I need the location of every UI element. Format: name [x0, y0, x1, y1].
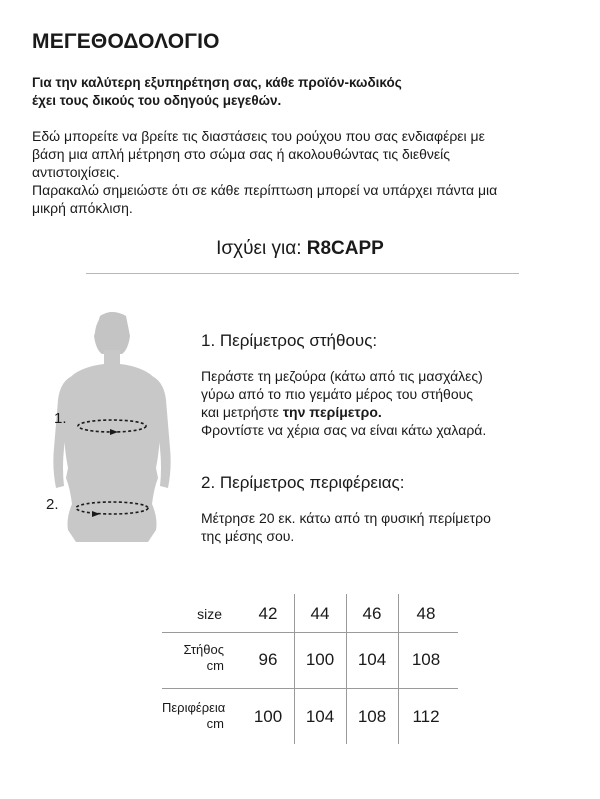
size-table [162, 594, 458, 744]
intro-line-5: μικρή απόκλιση. [32, 200, 133, 216]
size-header-label: size [197, 606, 222, 622]
table-cell: 96 [258, 650, 278, 669]
chest-line-3 [201, 403, 581, 421]
intro-line-4: Παρακαλώ σημειώστε ότι σε κάθε περίπτωση μπορεί να υπάρχει πάντα μια [32, 182, 498, 198]
page-title: ΜΕΓΕΘΟΔΟΛΟΓΙΟ [32, 30, 220, 53]
table-row-label [162, 700, 224, 732]
chest-line-3-bold: την περίμετρο. [282, 404, 382, 420]
chest-section-title: 1. Περίμετρος στήθους: [201, 331, 378, 350]
intro-text [32, 127, 572, 217]
table-column-divider [346, 594, 347, 744]
hip-marker: 2. [46, 496, 59, 513]
row-label-line-2: cm [206, 658, 224, 673]
size-header-cell: 46 [362, 604, 382, 623]
size-header-cell: 44 [310, 604, 330, 623]
row-label-line-2: cm [206, 716, 224, 731]
chest-line-3-prefix: και μετρήστε [201, 404, 283, 420]
intro-line-1: Εδώ μπορείτε να βρείτε τις διαστάσεις του ρούχου που σας ενδιαφέρει με [32, 128, 485, 144]
intro-bold-line-2: έχει τους δικούς του οδηγούς μεγεθών. [32, 93, 282, 108]
intro-line-2: βάση μια απλή μέτρηση στο σώμα σας ή ακολουθώντας τις διεθνείς [32, 146, 451, 162]
table-cell: 100 [305, 650, 335, 669]
applies-label: Ισχύει για: [216, 238, 307, 259]
hips-line-2: της μέσης σου. [201, 528, 295, 544]
silhouette [53, 312, 170, 542]
table-cell: 112 [412, 707, 440, 726]
intro-bold-text [32, 74, 572, 110]
chest-line-2: γύρω από το πιο γεμάτο μέρος του στήθους [201, 386, 474, 402]
row-label-line-1: Στήθος [183, 642, 224, 657]
table-cell: 100 [253, 707, 283, 726]
table-divider [162, 688, 458, 689]
body-silhouette-illustration [42, 308, 182, 558]
hips-instructions [201, 509, 581, 545]
row-label-line-1: Περιφέρεια [162, 700, 226, 715]
table-cell: 104 [305, 707, 335, 726]
chest-line-4: Φροντίστε να χέρια σας να είναι κάτω χαλαρά. [201, 422, 487, 438]
table-cell: 104 [357, 650, 387, 669]
intro-line-3: αντιστοιχίσεις. [32, 164, 120, 180]
chest-marker: 1. [54, 410, 67, 427]
divider [86, 273, 519, 274]
applies-to [0, 238, 600, 260]
hips-section-title: 2. Περίμετρος περιφέρειας: [201, 473, 405, 492]
size-header-cell: 48 [416, 604, 436, 623]
product-code: R8CAPP [306, 238, 384, 259]
table-row-label [162, 642, 224, 674]
hips-line-1: Μέτρησε 20 εκ. κάτω από τη φυσική περίμετρο [201, 510, 491, 526]
table-column-divider [294, 594, 295, 744]
size-header-cell: 42 [258, 604, 278, 623]
chest-line-1: Περάστε τη μεζούρα (κάτω από τις μασχάλες) [201, 368, 483, 384]
table-column-divider [398, 594, 399, 744]
chest-instructions [201, 367, 581, 439]
table-divider [162, 632, 458, 633]
table-cell: 108 [357, 707, 387, 726]
intro-bold-line-1: Για την καλύτερη εξυπηρέτηση σας, κάθε προϊόν-κωδικός [32, 75, 402, 90]
table-cell: 108 [411, 650, 441, 669]
